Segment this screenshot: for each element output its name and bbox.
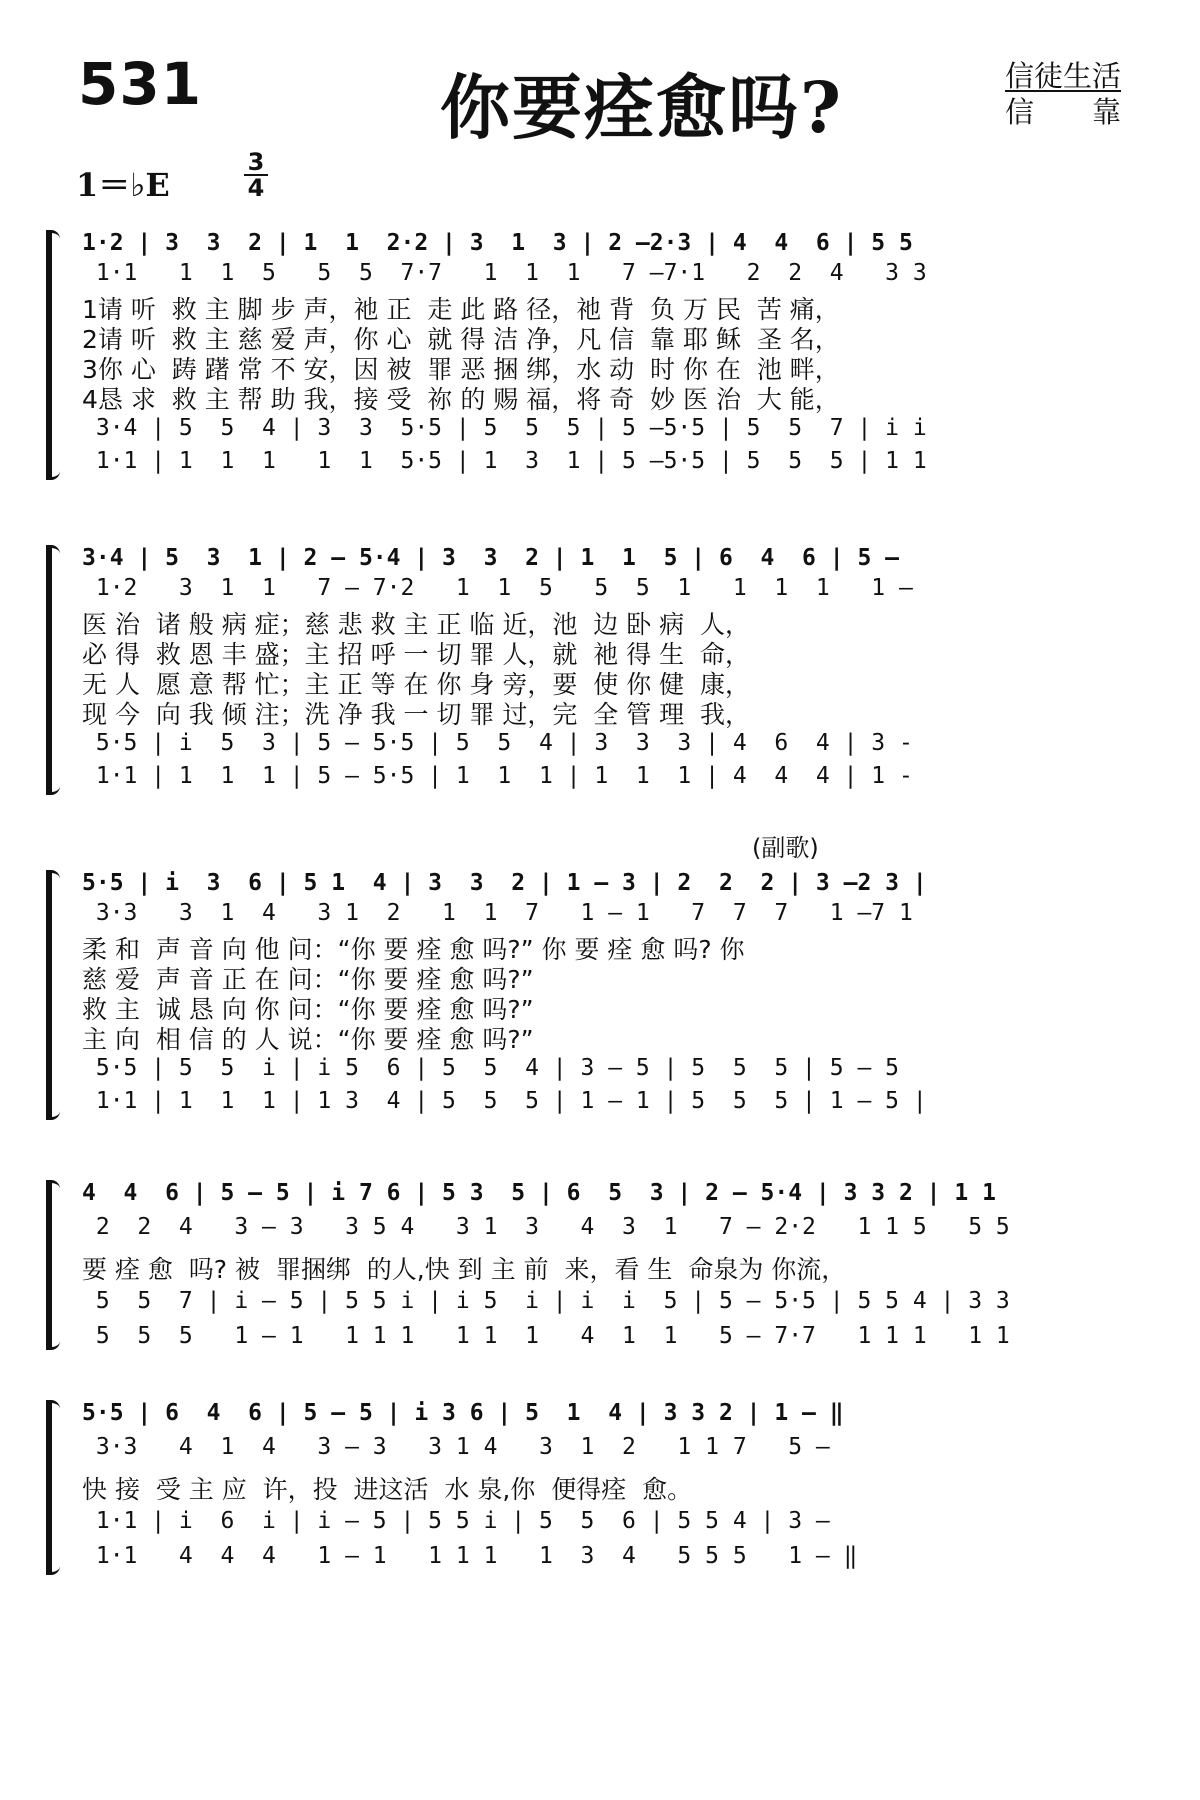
alto-row: 1·2 3 1 1 7 – 7·2 1 1 5 5 5 1 1 1 1 1 – xyxy=(82,575,913,601)
bass-row: 1·1 | 1 1 1 1 1 5·5 | 1 3 1 | 5 –5·5 | 5 5 5 | 1 1 xyxy=(82,448,927,474)
lyric-row: 快 接 受 主 应 许，投 进这活 水 泉,你 便得痊 愈。 xyxy=(82,1475,693,1504)
melody-row: 4 4 6 | 5 – 5 | i 7 6 | 5 3 5 | 6 5 3 | 2 – 5·4 | 3 3 2 | 1 1 xyxy=(82,1180,996,1206)
alto-row: 3·3 4 1 4 3 – 3 3 1 4 3 1 2 1 1 7 5 – xyxy=(82,1434,830,1460)
system-brace xyxy=(46,870,66,1120)
tenor-row: 3·4 | 5 5 4 | 3 3 5·5 | 5 5 5 | 5 –5·5 | 5 5 7 | i i xyxy=(82,415,927,441)
system-brace xyxy=(46,230,66,480)
bass-row: 1·1 | 1 1 1 | 1 3 4 | 5 5 5 | 1 – 1 | 5 5 5 | 1 – 5 | xyxy=(82,1088,927,1114)
time-signature xyxy=(244,150,268,200)
melody-row: 5·5 | 6 4 6 | 5 – 5 | i 3 6 | 5 1 4 | 3 3 2 | 1 — ‖ xyxy=(82,1400,844,1426)
system-brace xyxy=(46,1180,66,1350)
credits xyxy=(1005,58,1121,130)
lyric-row-verse-2: 2请 听 救 主 慈 爱 声，你 心 就 得 洁 净，凡 信 靠 耶 稣 圣 名， xyxy=(82,325,840,354)
time-signature-bottom: 4 xyxy=(247,174,265,202)
alto-row: 3·3 3 1 4 3 1 2 1 1 7 1 – 1 7 7 7 1 –7 1 xyxy=(82,900,913,926)
lyric-row-verse-3: 无 人 愿 意 帮 忙；主 正 等 在 你 身 旁，要 使 你 健 康， xyxy=(82,670,751,699)
alto-row: 2 2 4 3 – 3 3 5 4 3 1 3 4 3 1 7 – 2·2 1 1 5 5 5 xyxy=(82,1214,1010,1240)
system-brace xyxy=(46,545,66,795)
lyric-row-verse-1: 医 治 诸 般 病 症；慈 悲 救 主 正 临 近，池 边 卧 病 人， xyxy=(82,610,751,639)
hymn-title: 你要痊愈吗? xyxy=(440,66,844,149)
melody-row: 5·5 | i 3 6 | 5 1 4 | 3 3 2 | 1 — 3 | 2 2 2 | 3 –2 3 | xyxy=(82,870,927,896)
melody-row: 1·2 | 3 3 2 | 1 1 2·2 | 3 1 3 | 2 —2·3 | 4 4 6 | 5 5 xyxy=(82,230,913,256)
chorus-label: (副歌) xyxy=(752,834,819,862)
lyric-row-verse-2: 必 得 救 恩 丰 盛；主 招 呼 一 切 罪 人，就 祂 得 生 命， xyxy=(82,640,751,669)
lyric-row-verse-3: 救 主 诚 恳 向 你 问：“你 要 痊 愈 吗?” xyxy=(82,995,534,1024)
lyric-row-verse-4: 主 向 相 信 的 人 说：“你 要 痊 愈 吗?” xyxy=(82,1025,534,1054)
source-credit: 信徒生活 xyxy=(1005,59,1122,93)
tenor-row: 5·5 | 5 5 i | i 5 6 | 5 5 4 | 3 – 5 | 5 5 5 | 5 – 5 xyxy=(82,1055,899,1081)
alto-row: 1·1 1 1 5 5 5 7·7 1 1 1 7 –7·1 2 2 4 3 3 xyxy=(82,260,927,286)
system-brace xyxy=(46,1400,66,1575)
author-credit: 信 靠 xyxy=(1005,95,1122,129)
key-signature: 1＝♭E xyxy=(76,166,170,204)
bass-row: 5 5 5 1 – 1 1 1 1 1 1 1 4 1 1 5 – 7·7 1 1 1 1 1 xyxy=(82,1323,1010,1349)
lyric-row-verse-4: 4恳 求 救 主 帮 助 我，接 受 祢 的 赐 福，将 奇 妙 医 治 大 能， xyxy=(82,385,840,414)
time-signature-top: 3 xyxy=(247,148,265,176)
lyric-row: 要 痊 愈 吗? 被 罪捆绑 的人,快 到 主 前 来，看 生 命泉为 你流， xyxy=(82,1255,847,1284)
lyric-row-verse-2: 慈 爱 声 音 正 在 问：“你 要 痊 愈 吗?” xyxy=(82,965,534,994)
bass-row: 1·1 | 1 1 1 | 5 – 5·5 | 1 1 1 | 1 1 1 | 4 4 4 | 1 - xyxy=(82,763,913,789)
bass-row: 1·1 4 4 4 1 – 1 1 1 1 1 3 4 5 5 5 1 – ‖ xyxy=(82,1543,858,1569)
lyric-row-verse-3: 3你 心 踌 躇 常 不 安，因 被 罪 恶 捆 绑，水 动 时 你 在 池 畔， xyxy=(82,355,840,384)
tenor-row: 5·5 | i 5 3 | 5 – 5·5 | 5 5 4 | 3 3 3 | 4 6 4 | 3 - xyxy=(82,730,913,756)
lyric-row-verse-4: 现 今 向 我 倾 注；洗 净 我 一 切 罪 过，完 全 管 理 我， xyxy=(82,700,751,729)
lyric-row-verse-1: 柔 和 声 音 向 他 问：“你 要 痊 愈 吗?” 你 要 痊 愈 吗? 你 xyxy=(82,935,745,964)
melody-row: 3·4 | 5 3 1 | 2 — 5·4 | 3 3 2 | 1 1 5 | 6 4 6 | 5 — xyxy=(82,545,899,571)
tenor-row: 5 5 7 | i – 5 | 5 5 i | i 5 i | i i 5 | 5 – 5·5 | 5 5 4 | 3 3 xyxy=(82,1288,1010,1314)
hymn-number: 531 xyxy=(78,50,203,118)
lyric-row-verse-1: 1请 听 救 主 脚 步 声，祂 正 走 此 路 径，祂 背 负 万 民 苦 痛， xyxy=(82,295,840,324)
tenor-row: 1·1 | i 6 i | i – 5 | 5 5 i | 5 5 6 | 5 5 4 | 3 – xyxy=(82,1508,830,1534)
